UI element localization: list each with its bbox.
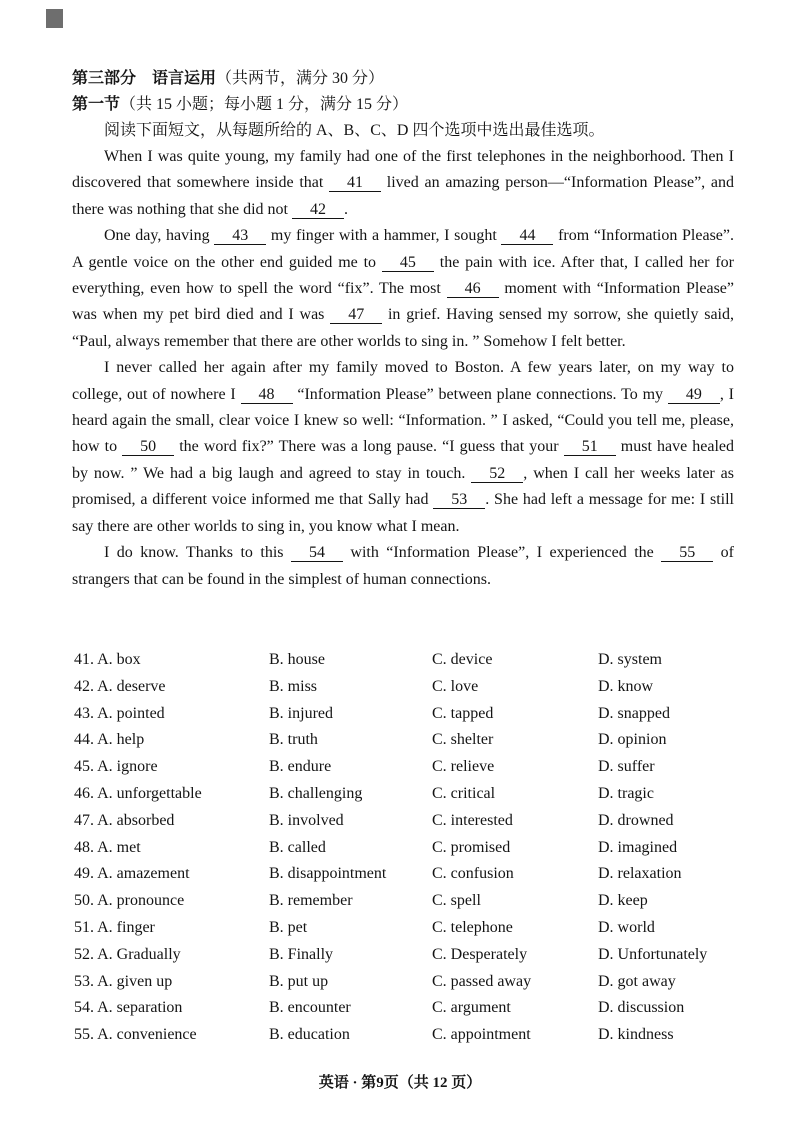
option-c: C. appointment [432, 1026, 531, 1044]
passage-text: moment with “Information Please” was when my pet bird died and I was [72, 280, 735, 324]
option-a: 51. A. finger [74, 918, 155, 936]
option-d: D. opinion [598, 731, 667, 749]
option-a: 49. A. amazement [74, 865, 190, 883]
option-a: 46. A. unforgettable [74, 784, 202, 802]
option-a: 47. A. absorbed [74, 811, 175, 829]
option-c: C. device [432, 651, 493, 668]
option-d: D. imagined [598, 838, 678, 856]
section-heading [72, 66, 734, 92]
option-row [74, 781, 754, 808]
option-b: B. encounter [269, 999, 351, 1017]
option-row [74, 674, 754, 701]
option-a: 45. A. ignore [74, 758, 158, 776]
option-a: 44. A. help [74, 731, 145, 749]
option-a: 53. A. given up [74, 972, 173, 990]
section-note: （共两节，满分 30 分） [216, 70, 385, 87]
answer-options [74, 647, 754, 1049]
passage-text: must have healed by now. ” We had a big laugh and agreed to stay in touch. [72, 438, 734, 482]
passage-paragraph-3 [72, 355, 734, 540]
option-c: C. love [432, 677, 479, 695]
passage-text: When I was quite young, my family had one of the first telephones in the neighborhood. Then I discovered that somewhere inside that [72, 148, 734, 192]
blank-48: 48 [241, 387, 293, 404]
blank-55: 55 [661, 545, 713, 562]
passage-text: with “Information Please”, I experienced the [342, 544, 662, 562]
option-row [74, 915, 754, 942]
option-b: B. miss [269, 677, 318, 695]
option-a: 42. A. deserve [74, 677, 166, 695]
option-d: D. keep [598, 892, 648, 910]
passage-text: lived an amazing person—“Information Please”, and there was nothing that she did not [72, 174, 734, 218]
option-d: D. snapped [598, 704, 670, 722]
option-a: 54. A. separation [74, 999, 183, 1017]
option-b: B. Finally [269, 945, 334, 963]
option-row [74, 1022, 754, 1049]
option-b: B. injured [269, 704, 333, 722]
option-c: C. Desperately [432, 945, 528, 963]
option-b: B. remember [269, 892, 353, 910]
option-b: B. challenging [269, 784, 363, 802]
blank-46: 46 [447, 281, 499, 298]
blank-45: 45 [382, 255, 434, 272]
subsection-note: （共 15 小题；每小题 1 分，满分 15 分） [120, 96, 409, 113]
option-c: C. relieve [432, 758, 495, 776]
option-row [74, 861, 754, 888]
option-a: 50. A. pronounce [74, 892, 185, 910]
option-d: D. drowned [598, 811, 674, 829]
instruction: 阅读下面短文，从每题所给的 A、B、C、D 四个选项中选出最佳选项。 [104, 122, 605, 139]
passage-paragraph-4 [72, 540, 734, 593]
option-a: 48. A. met [74, 838, 141, 856]
option-b: B. truth [269, 731, 318, 749]
passage-text: I never called her again after my family moved to Boston. A few years later, on my way to college, out of nowhere I [72, 359, 734, 403]
blank-44: 44 [501, 228, 553, 245]
blank-53: 53 [433, 492, 485, 509]
passage-paragraph-2 [72, 223, 734, 355]
passage-text: . [343, 200, 348, 218]
option-c: C. interested [432, 811, 513, 829]
option-d: D. kindness [598, 1026, 674, 1044]
option-b: B. education [269, 1026, 350, 1044]
option-row [74, 754, 754, 781]
option-c: C. tapped [432, 704, 494, 722]
option-c: C. argument [432, 999, 511, 1017]
option-c: C. passed away [432, 972, 532, 990]
exam-page [72, 66, 734, 593]
blank-54: 54 [291, 545, 343, 562]
passage-text: from “Information Please”. A gentle voice on the other end guided me to [72, 227, 734, 271]
option-d: D. world [598, 918, 655, 936]
option-b: B. pet [269, 918, 308, 936]
option-row [74, 647, 754, 674]
passage-text: One day, having [104, 227, 215, 245]
option-b: B. put up [269, 972, 329, 990]
option-b: B. disappointment [269, 865, 387, 883]
option-row [74, 727, 754, 754]
option-b: B. called [269, 838, 326, 856]
blank-43: 43 [214, 228, 266, 245]
page-footer: 英语 · 第9页（共 12 页） [318, 1075, 482, 1091]
passage-text: I do know. Thanks to this [104, 544, 291, 562]
passage-text: my finger with a hammer, I sought [266, 227, 502, 245]
blank-42: 42 [292, 202, 344, 219]
blank-41: 41 [329, 175, 381, 192]
blank-51: 51 [564, 439, 616, 456]
passage-text: , I heard again the small, clear voice I knew so well: “Information. ” I asked, “Could you tell me, please, how to [72, 385, 734, 456]
option-d: D. know [598, 677, 654, 695]
option-a: 55. A. convenience [74, 1026, 197, 1044]
blank-47: 47 [330, 307, 382, 324]
subsection-title: 第一节 [72, 96, 121, 113]
scan-corner-mark [46, 9, 63, 28]
passage-text: the pain with ice. After that, I called her for everything, even how to spell the word “fix”. The most [72, 253, 734, 298]
option-c: C. promised [432, 838, 511, 856]
option-d: D. got away [598, 972, 676, 990]
subsection-heading [72, 92, 734, 118]
option-c: C. shelter [432, 731, 494, 749]
option-a: 41. A. box [74, 651, 141, 668]
option-row [74, 995, 754, 1022]
option-b: B. involved [269, 811, 344, 829]
option-row [74, 942, 754, 969]
blank-49: 49 [668, 387, 720, 404]
option-row [74, 808, 754, 835]
passage-text: , when I call her weeks later as promised, a different voice informed me that Sally had [72, 464, 734, 509]
section-title: 第三部分 语言运用 [72, 70, 217, 87]
option-d: D. Unfortunately [598, 945, 708, 963]
option-d: D. discussion [598, 999, 685, 1017]
option-c: C. critical [432, 784, 496, 802]
passage-text: the word fix?” There was a long pause. “I guess that your [174, 438, 564, 456]
option-row [74, 969, 754, 996]
blank-52: 52 [471, 466, 523, 483]
option-row [74, 888, 754, 915]
blank-50: 50 [122, 439, 174, 456]
option-b: B. endure [269, 758, 332, 776]
passage-text: . She had left a message for me: I still say there are other worlds to sing in, you know what I mean. [72, 491, 735, 535]
passage-paragraph-1 [72, 144, 734, 223]
option-row [74, 701, 754, 728]
option-d: D. suffer [598, 758, 655, 776]
passage-text: “Information Please” between plane connections. To my [292, 385, 668, 403]
option-a: 52. A. Gradually [74, 945, 181, 963]
option-d: D. tragic [598, 784, 654, 802]
option-c: C. confusion [432, 865, 514, 883]
option-c: C. telephone [432, 918, 513, 936]
option-c: C. spell [432, 892, 481, 910]
option-a: 43. A. pointed [74, 704, 165, 722]
option-d: D. system [598, 651, 662, 668]
option-b: B. house [269, 651, 325, 668]
option-row [74, 835, 754, 862]
option-d: D. relaxation [598, 865, 682, 883]
passage-text: of strangers that can be found in the simplest of human connections. [72, 544, 734, 588]
passage-text: in grief. Having sensed my sorrow, she quietly said, “Paul, always remember that there are other worlds to sing in. ” Somehow I felt better. [72, 306, 734, 350]
